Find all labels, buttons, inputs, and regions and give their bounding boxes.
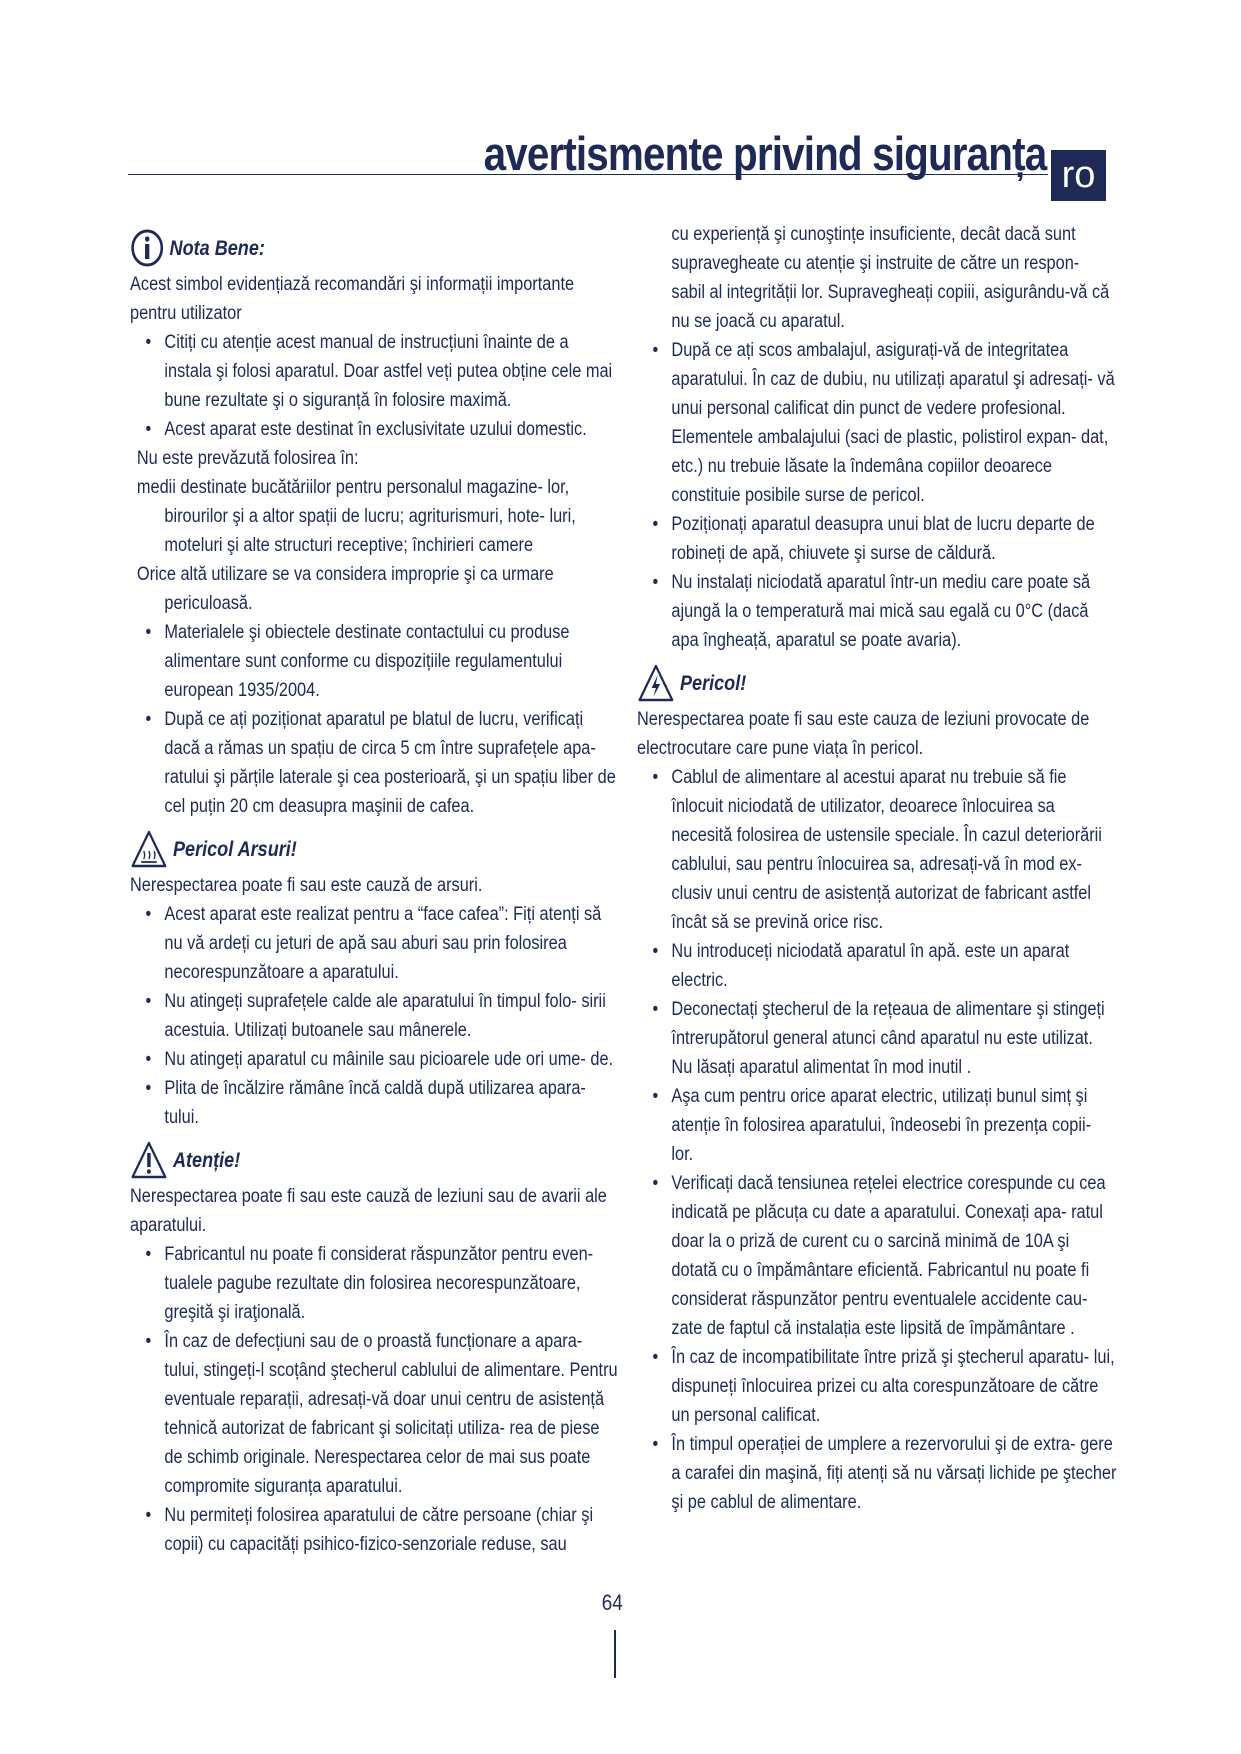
danger-heading (637, 661, 1117, 705)
burn-label: Pericol Arsuri! (173, 837, 297, 861)
continuation-text: cu experiență şi cunoştințe insuficiente, decât dacă sunt supravegheate cu atenție şi instruite de către un respon- sabil al integrității lor. Supravegheați copiii, asigurându-vă că nu se joacă cu aparatul. (671, 224, 1110, 332)
attention-intro: Nerespectarea poate fi sau este cauză de leziuni sau de avarii ale aparatului. (130, 1186, 607, 1236)
list-item: • Fabricantul nu poate fi considerat răspunzător pentru even- tualele pagube rezultate din folosirea necorespunzătoare, greşită şi iraţională. (130, 1240, 620, 1327)
list-item: • În caz de defecțiuni sau de o proastă funcționare a apara- tului, stingeți-l scoțând ştecherul cablului de alimentare. Pentru eventuale reparații, adresați-vă doar unui centru de asistență tehnică autorizat de fabricant şi solicitați utiliza- rea de piese de schimb originale. Nerespectarea celor de mai sus poate compromite siguranța aparatului. (130, 1327, 620, 1501)
list-item: • Acest aparat este destinat în exclusivitate uzului domestic. (130, 415, 620, 444)
page-number: 64 (601, 1590, 623, 1615)
list-item: • Nu atingeți suprafețele calde ale aparatului în timpul folo- sirii acestuia. Utilizați butoanele sau mânerele. (130, 987, 620, 1045)
list-item: • Plita de încălzire rămâne încă caldă după utilizarea apara- tului. (130, 1074, 620, 1132)
page-title: avertismente privind siguranța (483, 127, 1046, 180)
other-use-text: Orice altă utilizare se va considera improprie şi ca urmare periculoasă. (136, 564, 554, 614)
hot-surface-warning-icon (130, 829, 168, 869)
right-column (637, 220, 1117, 1517)
left-column (130, 220, 620, 1559)
danger-intro: Nerespectarea poate fi sau este cauza de leziuni provocate de electrocutare care pune viața în pericol. (637, 709, 1090, 759)
electric-shock-warning-icon (637, 663, 675, 703)
nota-intro: Acest simbol evidențiază recomandări şi informații importante pentru utilizator (130, 274, 575, 324)
list-item: • După ce ați scos ambalajul, asigurați-vă de integritatea aparatului. În caz de dubiu, nu utilizați aparatul şi adresați- vă unui personal calificat din punct de vedere profesional. Elementele ambalajului (saci de plastic, polistirol expan- dat, etc.) nu trebuie lăsate la îndemâna copiilor deoarece constituie posibile surse de pericol. (637, 336, 1117, 510)
info-icon (130, 228, 164, 268)
list-item: • După ce ați poziționat aparatul pe blatul de lucru, verificați dacă a rămas un spațiu de circa 5 cm între suprafețele apa- ratului şi părțile laterale şi cea posterioară, şi un spațiu liber de cel puțin 20 cm deasupra maşinii de cafea. (130, 705, 620, 821)
attention-label: Atenție! (173, 1148, 241, 1172)
nota-bene-heading (130, 226, 620, 270)
not-intended-text: Nu este prevăzută folosirea în: (136, 448, 359, 469)
list-item: • Nu introduceți niciodată aparatul în apă. este un aparat electric. (637, 937, 1117, 995)
footer-rule (614, 1630, 616, 1678)
list-item: • Poziționați aparatul deasupra unui blat de lucru departe de robineți de apă, chiuvete şi surse de căldură. (637, 510, 1117, 568)
list-item: • În timpul operației de umplere a rezervorului şi de extra- gere a carafei din maşină, fiți atenți să nu vărsați lichide pe ştecher şi pe cablul de alimentare. (637, 1430, 1117, 1517)
burn-heading (130, 827, 620, 871)
list-item: • Nu atingeți aparatul cu mâinile sau picioarele ude ori ume- de. (130, 1045, 620, 1074)
warning-icon (130, 1140, 168, 1180)
nota-bene-label: Nota Bene: (169, 236, 265, 260)
danger-label: Pericol! (680, 671, 747, 695)
language-tab: ro (1051, 150, 1106, 201)
list-item: • Citiți cu atenție acest manual de instrucțiuni înainte de a instala şi folosi aparatul. Doar astfel veți putea obține cele mai bune rezultate şi o siguranță în folosire maximă. (130, 328, 620, 415)
list-item: • În caz de incompatibilitate între priză şi ştecherul aparatu- lui, dispuneți înlocuirea prizei cu alta corespunzătoare de către un personal calificat. (637, 1343, 1117, 1430)
list-item: • Acest aparat este realizat pentru a “face cafea”: Fiți atenți să nu vă ardeți cu jeturi de apă sau aburi sau prin folosirea necorespunzătoare a aparatului. (130, 900, 620, 987)
list-item: • Verificați dacă tensiunea rețelei electrice corespunde cu cea indicată pe plăcuța cu date a aparatului. Conexați apa- ratul doar la o priză de curent cu o sarcină minimă de 10A şi dotată cu o împământare eficientă. Fabricantul nu poate fi considerat răspunzător pentru eventualele accidente cau- zate de faptul că instalația este lipsită de împământare . (637, 1169, 1117, 1343)
list-item: • Aşa cum pentru orice aparat electric, utilizați bunul simț şi atenție în folosirea aparatului, îndeosebi în prezența copii- lor. (637, 1082, 1117, 1169)
attention-heading (130, 1138, 620, 1182)
environments-text: medii destinate bucătăriilor pentru personalul magazine- lor, birourilor şi a altor spații de lucru; agriturismuri, hote- luri, moteluri şi alte structuri receptive; închirieri camere (136, 477, 576, 556)
list-item: • Nu permiteți folosirea aparatului de către persoane (chiar şi copii) cu capacități psihico-fizico-senzoriale reduse, sau (130, 1501, 620, 1559)
list-item: • Deconectați ştecherul de la rețeaua de alimentare şi stingeți întrerupătorul general atunci când aparatul nu este utilizat. Nu lăsați aparatul alimentat în mod inutil . (637, 995, 1117, 1082)
list-item: • Nu instalați niciodată aparatul într-un mediu care poate să ajungă la o temperatură mai mică sau egală cu 0°C (dacă apa îngheață, aparatul se poate avaria). (637, 568, 1117, 655)
burn-intro: Nerespectarea poate fi sau este cauză de arsuri. (130, 875, 483, 896)
list-item: • Cablul de alimentare al acestui aparat nu trebuie să fie înlocuit niciodată de utilizator, deoarece înlocuirea sa necesită folosirea de ustensile speciale. În cazul deteriorării cablului, sau pentru înlocuirea sa, adresați-vă în mod ex- clusiv unui centru de asistență autorizat de fabricant astfel încât să se prevină orice risc. (637, 763, 1117, 937)
list-item: • Materialele şi obiectele destinate contactului cu produse alimentare sunt conforme cu dispozițiile regulamentului european 1935/2004. (130, 618, 620, 705)
